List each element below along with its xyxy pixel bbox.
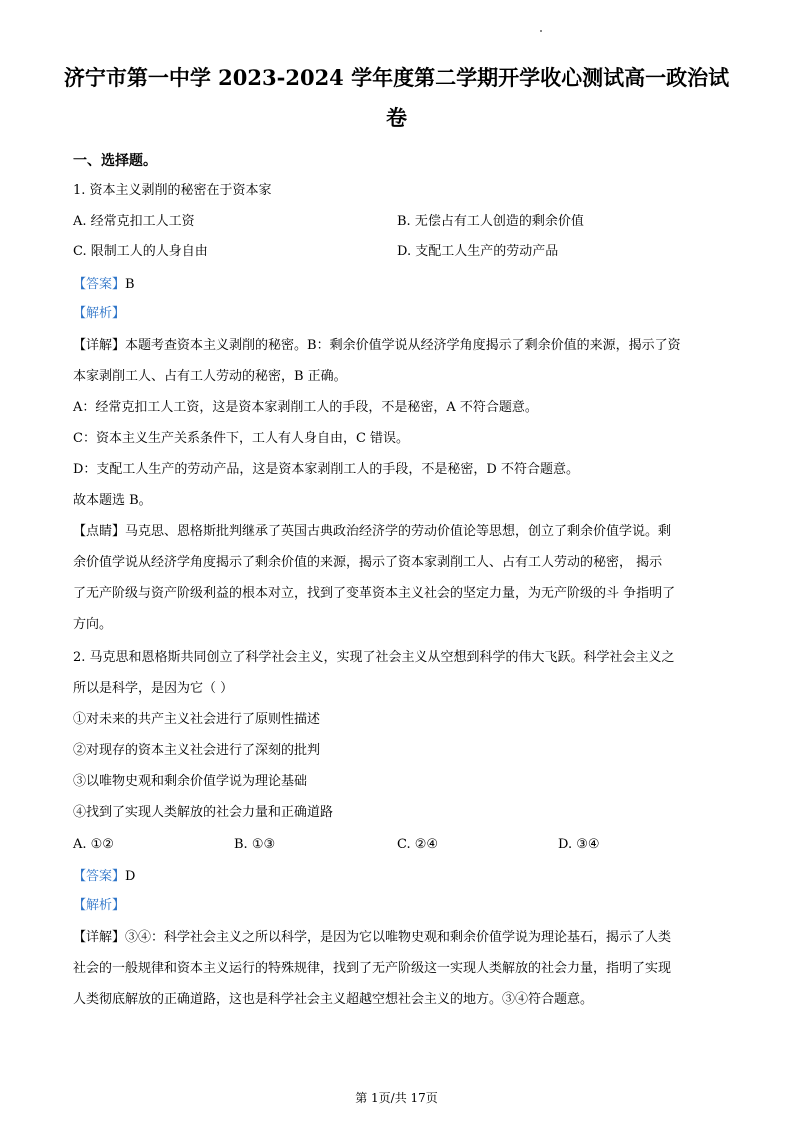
q2-item-4: ④找到了实现人类解放的社会力量和正确道路 bbox=[73, 805, 334, 820]
q1-detail-line-1 bbox=[73, 337, 681, 355]
q1-detail-line-4: C：资本主义生产关系条件下，工人有人身自由，C 错误。 bbox=[73, 431, 410, 446]
q2-detail-line-3: 人类彻底解放的正确道路，这也是科学社会主义超越空想社会主义的地方。③④符合题意。 bbox=[73, 992, 594, 1007]
q2-option-b: B. ①③ bbox=[234, 837, 276, 852]
q1-option-d: D. 支配工人生产的劳动产品 bbox=[397, 244, 559, 259]
title-line-1: 济宁市第一中学 2023-2024 学年度第二学期开学收心测试高一政治试 bbox=[63, 65, 730, 90]
q1-analysis-tag: 【解析】 bbox=[73, 306, 126, 321]
answer-tag: 【答案】 bbox=[73, 869, 126, 884]
scan-dot bbox=[540, 30, 542, 32]
detail-text: 本题考查资本主义剥削的秘密。B：剩余价值学说从经济学角度揭示了剩余价值的来源，揭示了资 bbox=[125, 338, 681, 353]
q1-option-c: C. 限制工人的人身自由 bbox=[73, 244, 208, 259]
q2-stem-line-1: 2. 马克思和恩格斯共同创立了科学社会主义，实现了社会主义从空想到科学的伟大飞跃。科学社会主义之 bbox=[73, 650, 675, 665]
q1-point-line-2: 余价值学说从经济学角度揭示了剩余价值的来源，揭示了资本家剥削工人、占有工人劳动的秘密， 揭示 bbox=[73, 555, 663, 570]
answer-tag: 【答案】 bbox=[73, 277, 126, 292]
q2-option-d: D. ③④ bbox=[558, 837, 600, 852]
q2-answer bbox=[73, 868, 135, 886]
section-heading: 一、选择题。 bbox=[73, 153, 157, 169]
answer-value: B bbox=[125, 277, 135, 292]
q1-detail-line-3: A：经常克扣工人工资，这是资本家剥削工人的手段，不是秘密，A 不符合题意。 bbox=[73, 400, 538, 415]
q2-option-c: C. ②④ bbox=[397, 837, 439, 852]
answer-value: D bbox=[125, 869, 136, 884]
detail-text: ③④：科学社会主义之所以科学，是因为它以唯物史观和剩余价值学说为理论基石，揭示了人类 bbox=[125, 930, 672, 945]
q1-answer bbox=[73, 276, 135, 294]
detail-tag: 【详解】 bbox=[73, 338, 126, 353]
document-title bbox=[60, 58, 733, 138]
point-text: 马克思、恩格斯批判继承了英国古典政治经济学的劳动价值论等思想，创立了剩余价值学说。剩 bbox=[125, 524, 672, 539]
q1-detail-line-2: 本家剥削工人、占有工人劳动的秘密，B 正确。 bbox=[73, 369, 347, 384]
q2-item-2: ②对现存的资本主义社会进行了深刻的批判 bbox=[73, 743, 321, 758]
q2-option-a: A. ①② bbox=[73, 837, 114, 852]
q2-detail-line-1 bbox=[73, 929, 671, 947]
q2-detail-line-2: 社会的一般规律和资本主义运行的特殊规律，找到了无产阶级这一实现人类解放的社会力量，指明了实现 bbox=[73, 961, 672, 976]
q1-point-line-4: 方向。 bbox=[73, 617, 113, 632]
title-line-2: 卷 bbox=[386, 105, 407, 130]
q1-option-b: B. 无偿占有工人创造的剩余价值 bbox=[397, 214, 584, 229]
q2-stem-line-2: 所以是科学，是因为它（ ） bbox=[73, 681, 234, 696]
page-footer: 第 1页/共 17页 bbox=[355, 1091, 438, 1105]
detail-tag: 【详解】 bbox=[73, 930, 126, 945]
q1-point-line-1 bbox=[73, 523, 671, 541]
q1-detail-line-6: 故本题选 B。 bbox=[73, 493, 152, 508]
q2-analysis-tag: 【解析】 bbox=[73, 898, 126, 913]
point-tag: 【点睛】 bbox=[73, 524, 126, 539]
q1-option-a: A. 经常克扣工人工资 bbox=[73, 214, 195, 229]
q1-stem: 1. 资本主义剥削的秘密在于资本家 bbox=[73, 183, 272, 198]
q2-item-3: ③以唯物史观和剩余价值学说为理论基础 bbox=[73, 774, 308, 789]
q1-detail-line-5: D：支配工人生产的劳动产品，这是资本家剥削工人的手段，不是秘密，D 不符合题意。 bbox=[73, 462, 579, 477]
q1-point-line-3: 了无产阶级与资产阶级利益的根本对立，找到了变革资本主义社会的坚定力量，为无产阶级的斗 争指明了 bbox=[73, 586, 676, 601]
q2-item-1: ①对未来的共产主义社会进行了原则性描述 bbox=[73, 712, 321, 727]
